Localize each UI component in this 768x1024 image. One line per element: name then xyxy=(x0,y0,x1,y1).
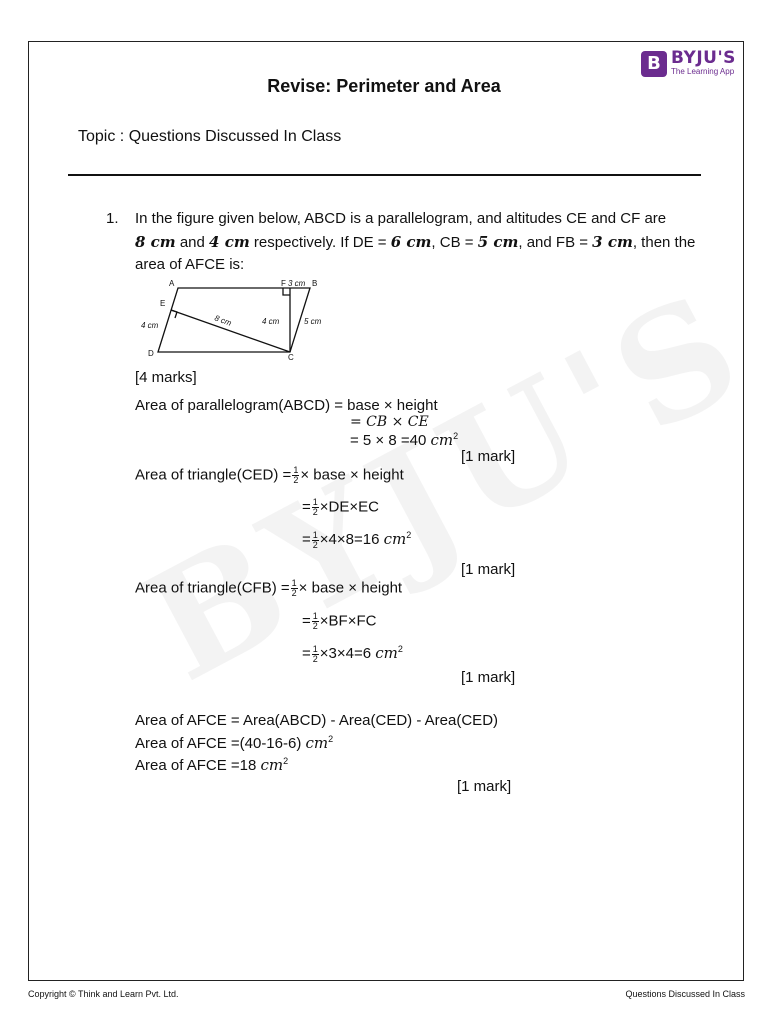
right-angle-f xyxy=(283,288,290,295)
fraction-half: $\frac{1}{2}$ xyxy=(293,465,299,485)
mark-4: [1 mark] xyxy=(457,778,512,795)
label-c: C xyxy=(288,353,294,362)
label-b: B xyxy=(312,279,318,288)
label-e: E xyxy=(160,299,166,308)
header-divider xyxy=(68,174,701,176)
solution-triangle-cfb-result: = $\frac{1}{2}$ ×3×4=6 $cm^2$ xyxy=(302,643,403,664)
question-line-1: In the figure given below, ABCD is a parallelogram, and altitudes CE and CF are xyxy=(135,210,667,227)
label-a: A xyxy=(169,279,175,288)
solution-parallelogram-sub: = CB × CE xyxy=(350,414,429,430)
label-fb: 3 cm xyxy=(288,279,306,288)
label-cf: 4 cm xyxy=(262,317,280,326)
page-title: Revise: Perimeter and Area xyxy=(267,76,501,96)
final-answer: Area of AFCE =18 $cm^2$ xyxy=(135,756,289,774)
topic-heading: Topic : Questions Discussed In Class xyxy=(78,128,342,145)
mark-2: [1 mark] xyxy=(461,561,516,578)
parallelogram-abcd xyxy=(158,288,310,352)
label-f: F xyxy=(281,279,286,288)
brand-tagline: The Learning App xyxy=(671,67,735,76)
question-marks: [4 marks] xyxy=(135,369,197,386)
mark-1: [1 mark] xyxy=(461,448,516,465)
footer-section: Questions Discussed In Class xyxy=(625,989,745,999)
label-cb: 5 cm xyxy=(304,317,322,326)
question-line-2: 8 cm and 4 cm respectively. If DE = 6 cm, CB = 5 cm, and FB = 3 cm, then the xyxy=(135,233,696,251)
solution-parallelogram-result: = 5 × 8 =40 $cm^2$ xyxy=(350,431,459,449)
solution-parallelogram-formula: Area of parallelogram(ABCD) = base × height xyxy=(135,397,438,414)
final-substitution: Area of AFCE =(40-16-6) $cm^2$ xyxy=(135,734,334,752)
solution-triangle-cfb-formula: Area of triangle(CFB) = $\frac{1}{2}$ × base × height xyxy=(135,578,403,598)
right-angle-e xyxy=(171,310,177,318)
solution-triangle-ced-formula: Area of triangle(CED) = $\frac{1}{2}$ × base × height xyxy=(135,465,404,485)
label-de: 4 cm xyxy=(141,321,159,330)
brand-name: BYJU'S xyxy=(671,48,736,68)
final-formula: Area of AFCE = Area(ABCD) - Area(CED) - Area(CED) xyxy=(135,712,499,729)
parallelogram-figure xyxy=(138,276,328,362)
label-d: D xyxy=(148,349,154,358)
footer-copyright: Copyright © Think and Learn Pvt. Ltd. xyxy=(28,989,179,999)
solution-triangle-ced-result: = $\frac{1}{2}$ ×4×8=16 $cm^2$ xyxy=(302,529,412,550)
mark-3: [1 mark] xyxy=(461,669,516,686)
question-number: 1. xyxy=(106,210,119,227)
solution-triangle-cfb-sub: = $\frac{1}{2}$ ×BF×FC xyxy=(302,611,377,631)
label-ce: 8 cm xyxy=(213,313,233,328)
question-line-3: area of AFCE is: xyxy=(135,256,245,273)
solution-triangle-ced-sub: = $\frac{1}{2}$ ×DE×EC xyxy=(302,497,379,517)
byjus-logo-icon: B xyxy=(641,51,667,77)
